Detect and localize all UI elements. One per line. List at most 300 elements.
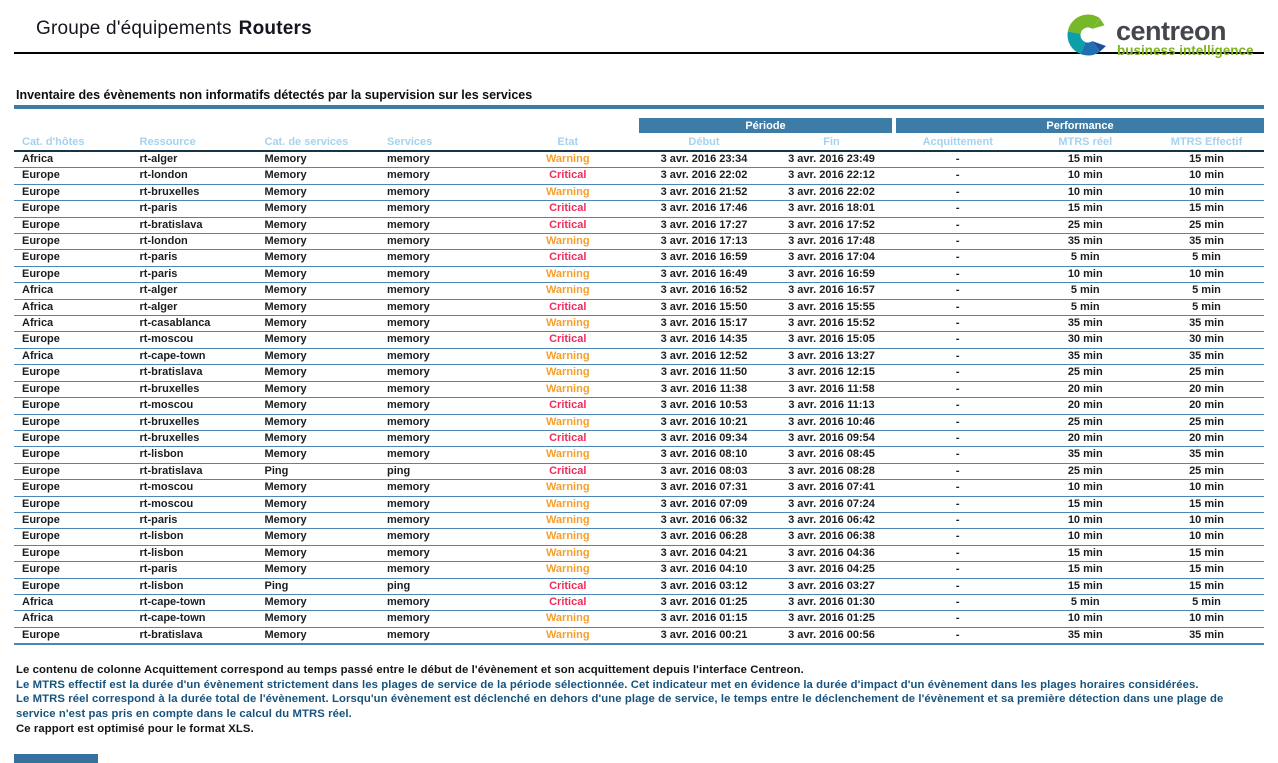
cell-resource: rt-moscou [132,480,257,496]
cell-service-category: Memory [257,414,380,430]
cell-start-date: 3 avr. 2016 16:49 [639,266,769,282]
cell-mtrs-effective: 35 min [1149,447,1264,463]
col-header-mtrs-real: MTRS réel [1022,133,1150,151]
table-row [14,283,1264,299]
cell-end-date: 3 avr. 2016 15:52 [769,316,894,332]
cell-acknowledgement: - [894,512,1022,528]
cell-acknowledgement: - [894,430,1022,446]
cell-service: memory [379,381,497,397]
cell-acknowledgement: - [894,332,1022,348]
table-row [14,234,1264,250]
cell-mtrs-effective: 5 min [1149,299,1264,315]
cell-acknowledgement: - [894,348,1022,364]
cell-service: memory [379,201,497,217]
cell-host-category: Europe [14,184,132,200]
cell-start-date: 3 avr. 2016 08:10 [639,447,769,463]
cell-start-date: 3 avr. 2016 17:46 [639,201,769,217]
cell-end-date: 3 avr. 2016 08:45 [769,447,894,463]
cell-end-date: 3 avr. 2016 07:24 [769,496,894,512]
cell-end-date: 3 avr. 2016 17:52 [769,217,894,233]
cell-mtrs-real: 10 min [1022,480,1150,496]
cell-host-category: Europe [14,529,132,545]
cell-start-date: 3 avr. 2016 14:35 [639,332,769,348]
cell-service-category: Memory [257,217,380,233]
cell-end-date: 3 avr. 2016 22:02 [769,184,894,200]
cell-mtrs-effective: 10 min [1149,480,1264,496]
page-title-group-name: Routers [238,18,312,39]
cell-host-category: Europe [14,398,132,414]
cell-service: memory [379,414,497,430]
table-row [14,562,1264,578]
cell-start-date: 3 avr. 2016 17:13 [639,234,769,250]
cell-mtrs-effective: 20 min [1149,430,1264,446]
cell-end-date: 3 avr. 2016 03:27 [769,578,894,594]
cell-service-category: Memory [257,348,380,364]
section-title-underline [14,105,1264,109]
cell-host-category: Europe [14,266,132,282]
cell-host-category: Europe [14,414,132,430]
cell-acknowledgement: - [894,266,1022,282]
cell-start-date: 3 avr. 2016 10:53 [639,398,769,414]
logo-tagline-text: business intelligence [1117,43,1254,58]
cell-service: ping [379,463,497,479]
cell-state: Critical [497,594,640,610]
cell-resource: rt-paris [132,562,257,578]
cell-service: memory [379,316,497,332]
cell-start-date: 3 avr. 2016 17:27 [639,217,769,233]
cell-service: memory [379,545,497,561]
cell-service-category: Memory [257,332,380,348]
cell-mtrs-real: 10 min [1022,266,1150,282]
events-table [14,118,1264,645]
cell-service-category: Memory [257,611,380,627]
cell-acknowledgement: - [894,299,1022,315]
cell-acknowledgement: - [894,463,1022,479]
footnote-line: Le MTRS effectif est la durée d'un évènement strictement dans les plages de service de la période sélectionnée. Cet indicateur met en évidence la durée d'impact d'un évènement dans les plages horaires considérées. [16,678,1199,691]
cell-end-date: 3 avr. 2016 06:42 [769,512,894,528]
cell-end-date: 3 avr. 2016 16:57 [769,283,894,299]
cell-mtrs-effective: 5 min [1149,250,1264,266]
event-table-body [14,151,1264,644]
cell-resource: rt-casablanca [132,316,257,332]
cell-acknowledgement: - [894,234,1022,250]
cell-resource: rt-london [132,168,257,184]
cell-host-category: Europe [14,627,132,644]
cell-host-category: Europe [14,201,132,217]
table-row [14,168,1264,184]
cell-state: Warning [497,562,640,578]
cell-resource: rt-bruxelles [132,414,257,430]
col-header-resource: Ressource [132,133,257,151]
cell-service: memory [379,283,497,299]
cell-service-category: Ping [257,578,380,594]
cell-service-category: Memory [257,398,380,414]
col-header-service-category: Cat. de services [257,133,380,151]
cell-end-date: 3 avr. 2016 18:01 [769,201,894,217]
cell-mtrs-real: 20 min [1022,381,1150,397]
footnote-line: Ce rapport est optimisé pour le format XLS. [16,722,254,735]
cell-end-date: 3 avr. 2016 01:25 [769,611,894,627]
cell-acknowledgement: - [894,398,1022,414]
table-row [14,627,1264,644]
cell-host-category: Europe [14,578,132,594]
cell-start-date: 3 avr. 2016 16:59 [639,250,769,266]
cell-acknowledgement: - [894,414,1022,430]
cell-service: memory [379,480,497,496]
cell-mtrs-real: 10 min [1022,168,1150,184]
cell-mtrs-real: 15 min [1022,578,1150,594]
cell-mtrs-real: 15 min [1022,151,1150,168]
cell-resource: rt-lisbon [132,578,257,594]
cell-state: Critical [497,217,640,233]
cell-state: Warning [497,545,640,561]
cell-acknowledgement: - [894,316,1022,332]
cell-mtrs-real: 15 min [1022,545,1150,561]
cell-host-category: Europe [14,496,132,512]
cell-mtrs-effective: 20 min [1149,398,1264,414]
cell-mtrs-real: 35 min [1022,627,1150,644]
col-header-host-category: Cat. d'hôtes [14,133,132,151]
table-row [14,529,1264,545]
table-row [14,332,1264,348]
table-row [14,512,1264,528]
cell-service-category: Memory [257,299,380,315]
cell-resource: rt-cape-town [132,594,257,610]
cell-end-date: 3 avr. 2016 16:59 [769,266,894,282]
group-header-periode: Période [639,118,894,133]
cell-host-category: Europe [14,430,132,446]
cell-acknowledgement: - [894,381,1022,397]
cell-mtrs-real: 15 min [1022,562,1150,578]
centreon-logo [1066,12,1262,65]
cell-resource: rt-bruxelles [132,381,257,397]
cell-mtrs-real: 5 min [1022,299,1150,315]
cell-state: Warning [497,234,640,250]
cell-acknowledgement: - [894,151,1022,168]
cell-resource: rt-paris [132,250,257,266]
cell-mtrs-real: 5 min [1022,283,1150,299]
cell-resource: rt-alger [132,151,257,168]
cell-start-date: 3 avr. 2016 07:09 [639,496,769,512]
cell-state: Warning [497,151,640,168]
cell-service: memory [379,365,497,381]
cell-resource: rt-bratislava [132,217,257,233]
cell-mtrs-effective: 10 min [1149,168,1264,184]
cell-host-category: Europe [14,512,132,528]
group-header-spacer [14,118,639,133]
cell-mtrs-real: 20 min [1022,430,1150,446]
cell-service-category: Memory [257,266,380,282]
table-row [14,250,1264,266]
footnote-line: Le contenu de colonne Acquittement correspond au temps passé entre le début de l'évènement et son acquittement depuis l'interface Centreon. [16,664,804,677]
cell-host-category: Europe [14,480,132,496]
table-row [14,414,1264,430]
cell-service: memory [379,611,497,627]
cell-start-date: 3 avr. 2016 11:50 [639,365,769,381]
cell-acknowledgement: - [894,594,1022,610]
cell-acknowledgement: - [894,480,1022,496]
col-header-start: Début [639,133,769,151]
cell-start-date: 3 avr. 2016 11:38 [639,381,769,397]
cell-start-date: 3 avr. 2016 01:25 [639,594,769,610]
cell-host-category: Africa [14,348,132,364]
cell-acknowledgement: - [894,529,1022,545]
cell-mtrs-real: 10 min [1022,512,1150,528]
logo-brand-text: centreon [1116,16,1227,46]
cell-service-category: Memory [257,496,380,512]
cell-resource: rt-bruxelles [132,184,257,200]
cell-state: Warning [497,512,640,528]
cell-service: memory [379,496,497,512]
cell-service-category: Memory [257,151,380,168]
cell-service-category: Memory [257,627,380,644]
table-row [14,463,1264,479]
col-header-mtrs-effective: MTRS Effectif [1149,133,1264,151]
cell-service-category: Memory [257,168,380,184]
cell-start-date: 3 avr. 2016 04:21 [639,545,769,561]
cell-service-category: Ping [257,463,380,479]
cell-state: Warning [497,266,640,282]
cell-acknowledgement: - [894,496,1022,512]
cell-host-category: Europe [14,381,132,397]
table-row [14,578,1264,594]
table-row [14,480,1264,496]
table-row [14,201,1264,217]
cell-service: memory [379,398,497,414]
cell-acknowledgement: - [894,217,1022,233]
footnote-line: Le MTRS réel correspond à la durée total de l'évènement. Lorsqu'un évènement est déclenché en dehors d'une plage de service, le temps entre le déclenchement de l'évènement et sa première détection dans une plage de [16,693,1224,706]
cell-mtrs-real: 5 min [1022,594,1150,610]
cell-host-category: Africa [14,283,132,299]
cell-acknowledgement: - [894,184,1022,200]
cell-resource: rt-paris [132,512,257,528]
cell-state: Critical [497,430,640,446]
cell-resource: rt-lisbon [132,545,257,561]
cell-mtrs-real: 25 min [1022,217,1150,233]
cell-acknowledgement: - [894,250,1022,266]
cell-start-date: 3 avr. 2016 15:17 [639,316,769,332]
cell-service: memory [379,266,497,282]
cell-state: Warning [497,447,640,463]
cell-host-category: Africa [14,594,132,610]
cell-end-date: 3 avr. 2016 12:15 [769,365,894,381]
table-row [14,184,1264,200]
cell-start-date: 3 avr. 2016 12:52 [639,348,769,364]
cell-host-category: Europe [14,562,132,578]
cell-host-category: Europe [14,168,132,184]
cell-mtrs-real: 15 min [1022,201,1150,217]
cell-start-date: 3 avr. 2016 06:28 [639,529,769,545]
footnote-line: service n'est pas pris en compte dans le calcul du MTRS réel. [16,707,352,720]
cell-end-date: 3 avr. 2016 15:55 [769,299,894,315]
table-row [14,447,1264,463]
cell-acknowledgement: - [894,168,1022,184]
group-header-row [14,118,1264,133]
cell-service: memory [379,151,497,168]
cell-state: Warning [497,381,640,397]
cell-mtrs-effective: 35 min [1149,234,1264,250]
cell-end-date: 3 avr. 2016 09:54 [769,430,894,446]
column-header-row [14,133,1264,151]
cell-service: ping [379,578,497,594]
cell-end-date: 3 avr. 2016 04:36 [769,545,894,561]
cell-mtrs-real: 25 min [1022,414,1150,430]
cell-end-date: 3 avr. 2016 06:38 [769,529,894,545]
page-footer-bar [14,754,98,763]
cell-acknowledgement: - [894,578,1022,594]
cell-state: Critical [497,201,640,217]
cell-service-category: Memory [257,184,380,200]
cell-acknowledgement: - [894,611,1022,627]
cell-end-date: 3 avr. 2016 17:04 [769,250,894,266]
cell-service: memory [379,529,497,545]
cell-service: memory [379,332,497,348]
cell-service-category: Memory [257,480,380,496]
cell-host-category: Africa [14,316,132,332]
cell-state: Critical [497,299,640,315]
cell-host-category: Africa [14,299,132,315]
cell-host-category: Europe [14,463,132,479]
cell-resource: rt-cape-town [132,348,257,364]
cell-start-date: 3 avr. 2016 15:50 [639,299,769,315]
cell-mtrs-real: 25 min [1022,463,1150,479]
cell-acknowledgement: - [894,447,1022,463]
cell-start-date: 3 avr. 2016 22:02 [639,168,769,184]
section-title: Inventaire des évènements non informatifs détectés par la supervision sur les services [16,88,533,102]
cell-resource: rt-paris [132,266,257,282]
cell-acknowledgement: - [894,365,1022,381]
cell-service: memory [379,184,497,200]
page-title [36,8,312,40]
cell-resource: rt-moscou [132,332,257,348]
cell-host-category: Europe [14,332,132,348]
cell-state: Warning [497,283,640,299]
cell-service: memory [379,217,497,233]
cell-start-date: 3 avr. 2016 16:52 [639,283,769,299]
cell-service-category: Memory [257,201,380,217]
cell-resource: rt-alger [132,283,257,299]
cell-service-category: Memory [257,250,380,266]
table-row [14,217,1264,233]
cell-resource: rt-moscou [132,398,257,414]
cell-resource: rt-cape-town [132,611,257,627]
cell-mtrs-effective: 15 min [1149,496,1264,512]
cell-service: memory [379,234,497,250]
cell-host-category: Europe [14,250,132,266]
cell-mtrs-real: 35 min [1022,348,1150,364]
cell-host-category: Africa [14,611,132,627]
cell-end-date: 3 avr. 2016 23:49 [769,151,894,168]
cell-start-date: 3 avr. 2016 09:34 [639,430,769,446]
cell-resource: rt-moscou [132,496,257,512]
masthead [0,0,1278,58]
cell-service: memory [379,348,497,364]
table-row [14,365,1264,381]
cell-state: Warning [497,529,640,545]
cell-mtrs-effective: 20 min [1149,381,1264,397]
cell-end-date: 3 avr. 2016 08:28 [769,463,894,479]
cell-mtrs-effective: 10 min [1149,611,1264,627]
cell-mtrs-effective: 35 min [1149,348,1264,364]
cell-service-category: Memory [257,283,380,299]
cell-mtrs-effective: 5 min [1149,283,1264,299]
col-header-acknowledgement: Acquittement [894,133,1022,151]
col-header-end: Fin [769,133,894,151]
col-header-state: Etat [497,133,640,151]
cell-service-category: Memory [257,594,380,610]
cell-mtrs-real: 10 min [1022,184,1150,200]
cell-mtrs-effective: 25 min [1149,217,1264,233]
cell-state: Warning [497,627,640,644]
cell-service: memory [379,594,497,610]
cell-service-category: Memory [257,447,380,463]
cell-host-category: Africa [14,151,132,168]
cell-mtrs-effective: 5 min [1149,594,1264,610]
cell-service-category: Memory [257,316,380,332]
table-row [14,594,1264,610]
cell-host-category: Europe [14,217,132,233]
cell-end-date: 3 avr. 2016 13:27 [769,348,894,364]
cell-mtrs-real: 30 min [1022,332,1150,348]
cell-start-date: 3 avr. 2016 01:15 [639,611,769,627]
table-row [14,316,1264,332]
cell-resource: rt-alger [132,299,257,315]
footnotes [16,663,1264,736]
cell-start-date: 3 avr. 2016 00:21 [639,627,769,644]
table-row [14,381,1264,397]
table-row [14,430,1264,446]
cell-acknowledgement: - [894,283,1022,299]
cell-start-date: 3 avr. 2016 06:32 [639,512,769,528]
cell-mtrs-real: 25 min [1022,365,1150,381]
cell-start-date: 3 avr. 2016 08:03 [639,463,769,479]
cell-state: Warning [497,496,640,512]
cell-mtrs-real: 10 min [1022,611,1150,627]
cell-service: memory [379,299,497,315]
cell-resource: rt-bratislava [132,627,257,644]
cell-end-date: 3 avr. 2016 10:46 [769,414,894,430]
cell-service: memory [379,447,497,463]
cell-end-date: 3 avr. 2016 07:41 [769,480,894,496]
cell-service-category: Memory [257,545,380,561]
cell-start-date: 3 avr. 2016 03:12 [639,578,769,594]
cell-mtrs-real: 20 min [1022,398,1150,414]
cell-service: memory [379,250,497,266]
cell-service-category: Memory [257,234,380,250]
table-row [14,496,1264,512]
cell-state: Warning [497,348,640,364]
cell-state: Warning [497,480,640,496]
cell-mtrs-real: 35 min [1022,447,1150,463]
cell-service-category: Memory [257,381,380,397]
cell-end-date: 3 avr. 2016 17:48 [769,234,894,250]
cell-state: Warning [497,316,640,332]
cell-service: memory [379,168,497,184]
cell-host-category: Europe [14,447,132,463]
cell-service: memory [379,627,497,644]
cell-service-category: Memory [257,562,380,578]
centreon-logo-icon [1066,12,1262,60]
col-header-service: Services [379,133,497,151]
cell-acknowledgement: - [894,201,1022,217]
cell-mtrs-effective: 35 min [1149,316,1264,332]
page-title-prefix: Groupe d'équipements [36,18,232,39]
cell-service-category: Memory [257,512,380,528]
cell-end-date: 3 avr. 2016 00:56 [769,627,894,644]
cell-start-date: 3 avr. 2016 10:21 [639,414,769,430]
cell-resource: rt-lisbon [132,529,257,545]
cell-service-category: Memory [257,529,380,545]
